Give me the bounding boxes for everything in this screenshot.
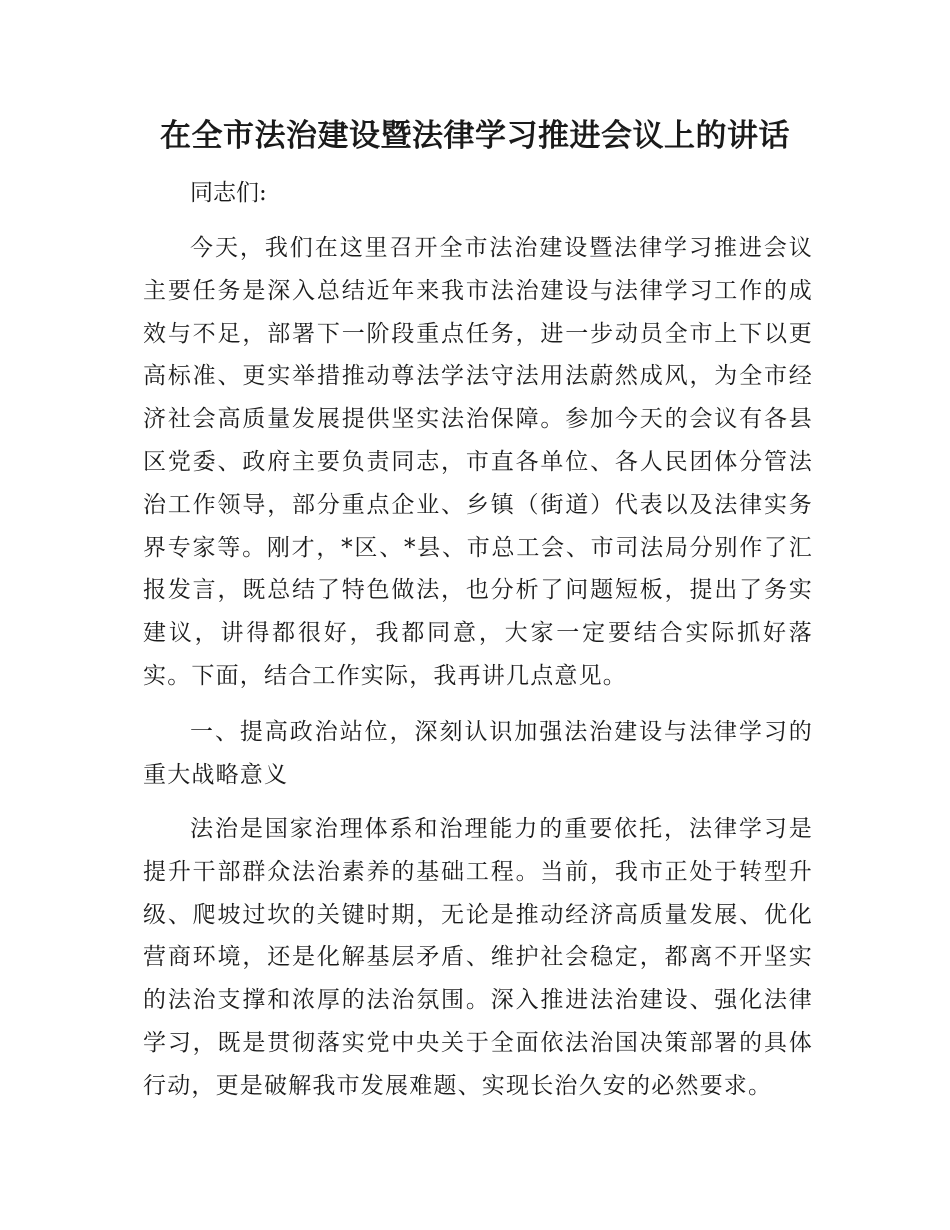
document-title: 在全市法治建设暨法律学习推进会议上的讲话: [160, 118, 790, 154]
section-heading: 一、提高政治站位，深刻认识加强法治建设与法律学习的重大战略意义: [143, 719, 813, 788]
body-paragraph: 法治是国家治理体系和治理能力的重要依托，法律学习是提升干部群众法治素养的基础工程。当前，我市正处于转型升级、爬坡过坎的关键时期，无论是推动经济高质量发展、优化营商环境，还是化解基层矛盾、维护社会稳定，都离不开坚实的法治支撑和浓厚的法治氛围。深入推进法治建设、强化法律学习，既是贯彻落实党中央关于全面依法治国决策部署的具体行动，更是破解我市发展难题、实现长治久安的必然要求。: [143, 816, 813, 1099]
opening-paragraph: 今天，我们在这里召开全市法治建设暨法律学习推进会议主要任务是深入总结近年来我市法治建设与法律学习工作的成效与不足，部署下一阶段重点任务，进一步动员全市上下以更高标准、更实举措推动尊法学法守法用法蔚然成风，为全市经济社会高质量发展提供坚实法治保障。参加今天的会议有各县区党委、政府主要负责同志，市直各单位、各人民团体分管法治工作领导，部分重点企业、乡镇（街道）代表以及法律实务界专家等。刚才，*区、*县、市总工会、市司法局分别作了汇报发言，既总结了特色做法，也分析了问题短板，提出了务实建议，讲得都很好，我都同意，大家一定要结合实际抓好落实。下面，结合工作实际，我再讲几点意见。: [143, 235, 813, 689]
salutation: 同志们:: [190, 180, 267, 206]
